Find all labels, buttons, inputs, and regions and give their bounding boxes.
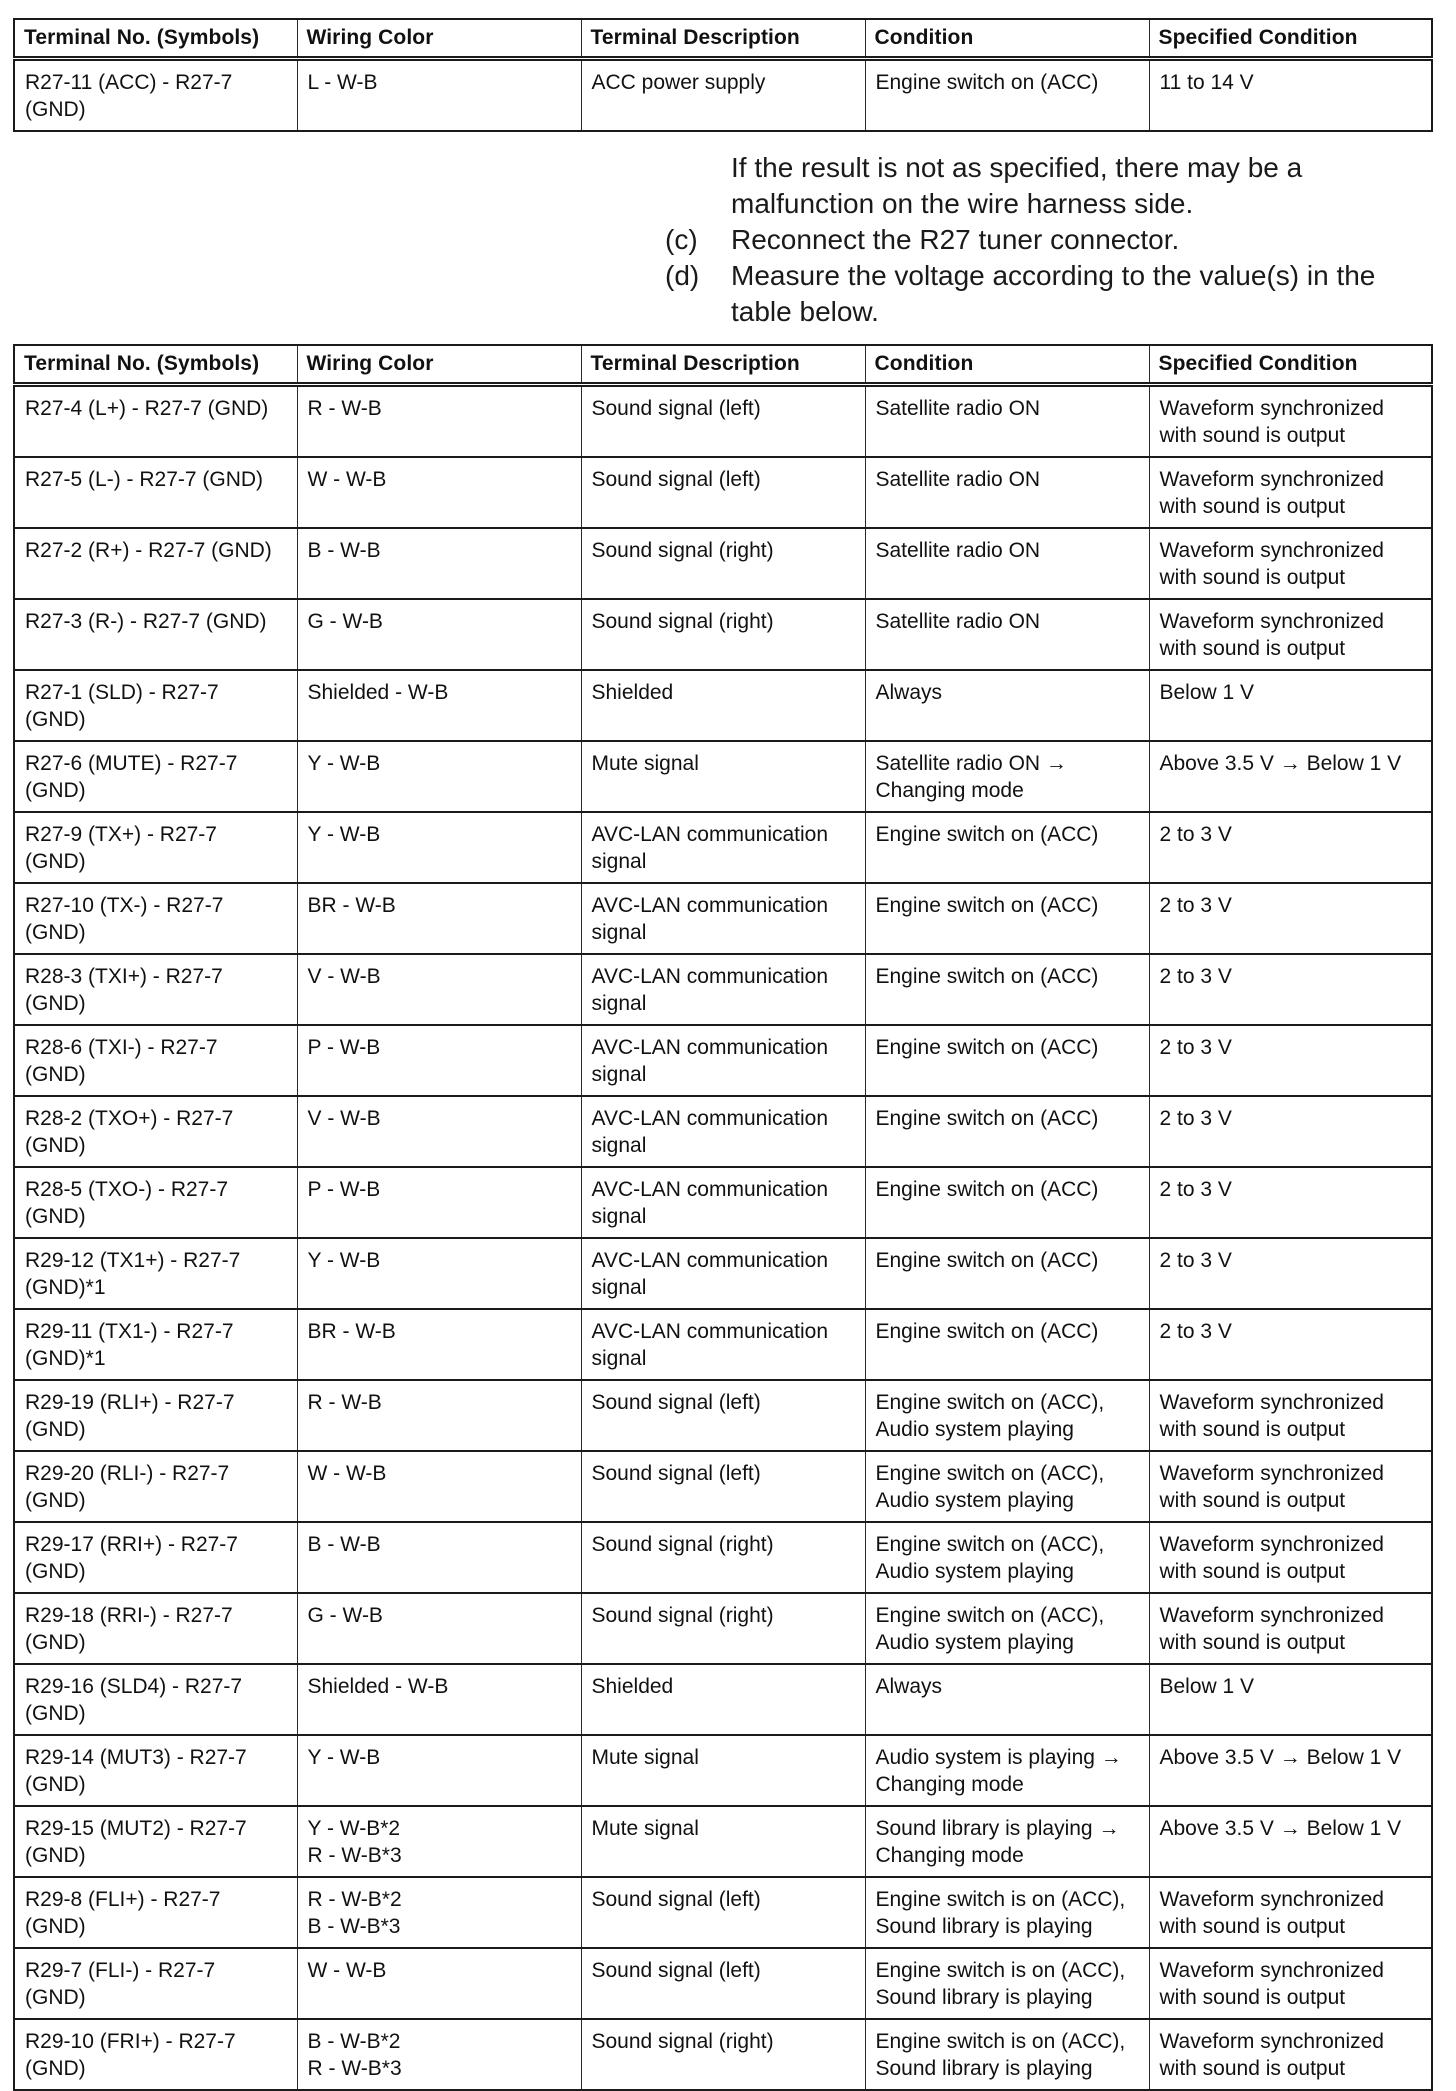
cell-condition-text: Engine switch on (ACC): [875, 894, 1099, 917]
cell-condition-text: Satellite radio ON → Changing mode: [875, 752, 1067, 802]
cell-terminal-description-text: Sound signal (right): [591, 2030, 774, 2053]
cell-condition-text: Audio system is playing → Changing mode: [875, 1746, 1122, 1796]
table-row: [14, 1167, 1432, 1238]
header-terminal: Terminal No. (Symbols): [14, 345, 297, 385]
cell-terminal-description-text: Sound signal (left): [591, 1462, 761, 1485]
table-row: [14, 1593, 1432, 1664]
cell-condition-text: Engine switch on (ACC), Audio system playing: [875, 1391, 1105, 1441]
cell-condition-text: Engine switch on (ACC): [875, 1320, 1099, 1343]
cell-wiring-color: [297, 528, 581, 599]
cell-wiring-color-text: R - W-B: [307, 1391, 382, 1414]
cell-wiring-color-text: BR - W-B: [307, 894, 396, 917]
cell-terminal-description: [581, 670, 865, 741]
cell-terminal-text: R29-15 (MUT2) - R27-7 (GND): [25, 1817, 247, 1867]
cell-condition: [865, 1451, 1149, 1522]
cell-condition: [865, 1167, 1149, 1238]
cell-specified-condition-text: Waveform synchronized with sound is output: [1159, 1391, 1384, 1441]
cell-terminal: [14, 954, 297, 1025]
cell-condition-text: Engine switch on (ACC), Audio system playing: [875, 1533, 1105, 1583]
cell-condition: [865, 385, 1149, 458]
cell-condition-text: Engine switch on (ACC): [875, 1107, 1099, 1130]
cell-specified-condition: [1149, 2019, 1432, 2090]
cell-wiring-color: [297, 1380, 581, 1451]
cell-condition: [865, 1806, 1149, 1877]
table-row: [14, 1522, 1432, 1593]
cell-specified-condition-text: Above 3.5 V → Below 1 V: [1159, 1746, 1402, 1769]
cell-terminal-text: R29-10 (FRI+) - R27-7 (GND): [25, 2030, 236, 2080]
cell-specified-condition-text: Waveform synchronized with sound is output: [1159, 539, 1384, 589]
cell-specified-condition: [1149, 1522, 1432, 1593]
cell-terminal-text: R29-18 (RRI-) - R27-7 (GND): [25, 1604, 233, 1654]
cell-specified-condition-text: Waveform synchronized with sound is output: [1159, 610, 1384, 660]
cell-terminal-description-text: Shielded: [591, 1675, 674, 1698]
cell-condition-text: Satellite radio ON: [875, 468, 1041, 491]
cell-terminal-description: [581, 1238, 865, 1309]
cell-condition-text: Engine switch on (ACC): [875, 965, 1099, 988]
cell-terminal-description: [581, 1664, 865, 1735]
cell-wiring-color: [297, 1096, 581, 1167]
cell-terminal-text: R27-11 (ACC) - R27-7 (GND): [25, 71, 233, 121]
cell-terminal: [14, 1451, 297, 1522]
cell-specified-condition-text: 11 to 14 V: [1159, 71, 1254, 94]
cell-condition: [865, 2019, 1149, 2090]
cell-terminal-description: [581, 385, 865, 458]
cell-terminal-description-text: Sound signal (right): [591, 1533, 774, 1556]
cell-specified-condition: [1149, 1309, 1432, 1380]
cell-specified-condition-text: 2 to 3 V: [1159, 823, 1232, 846]
cell-terminal-text: R27-5 (L-) - R27-7 (GND): [25, 468, 264, 491]
cell-condition-text: Engine switch on (ACC): [875, 71, 1099, 94]
cell-condition: [865, 1380, 1149, 1451]
table-row: [14, 1238, 1432, 1309]
cell-condition-text: Always: [875, 1675, 943, 1698]
acc-power-table: [13, 18, 1433, 132]
table-row: [14, 457, 1432, 528]
cell-specified-condition: [1149, 1877, 1432, 1948]
table-header-row: [14, 345, 1432, 385]
table-row: [14, 1096, 1432, 1167]
cell-terminal-text: R27-6 (MUTE) - R27-7 (GND): [25, 752, 238, 802]
terminal-voltage-table: [13, 344, 1433, 2091]
cell-condition: [865, 812, 1149, 883]
table-row: [14, 385, 1432, 458]
cell-wiring-color-text: Y - W-B: [307, 752, 381, 775]
cell-condition: [865, 1025, 1149, 1096]
header-terminal-description: Terminal Description: [581, 345, 865, 385]
cell-specified-condition-text: Waveform synchronized with sound is output: [1159, 397, 1384, 447]
cell-terminal-text: R28-2 (TXO+) - R27-7 (GND): [25, 1107, 234, 1157]
header-condition: Condition: [865, 19, 1149, 59]
cell-terminal: [14, 1664, 297, 1735]
cell-terminal: [14, 1238, 297, 1309]
cell-specified-condition-text: 2 to 3 V: [1159, 1320, 1232, 1343]
cell-terminal: [14, 812, 297, 883]
cell-wiring-color: [297, 812, 581, 883]
table-row: [14, 1025, 1432, 1096]
cell-specified-condition-text: Waveform synchronized with sound is output: [1159, 1462, 1384, 1512]
table-row: [14, 1806, 1432, 1877]
table-row: [14, 1451, 1432, 1522]
cell-terminal-description-text: Sound signal (left): [591, 397, 761, 420]
cell-terminal: [14, 670, 297, 741]
cell-specified-condition: [1149, 1096, 1432, 1167]
table-row: [14, 599, 1432, 670]
cell-wiring-color: [297, 1735, 581, 1806]
step-d: [665, 258, 1435, 330]
cell-condition-text: Engine switch on (ACC): [875, 823, 1099, 846]
cell-wiring-color-text: G - W-B: [307, 1604, 383, 1627]
step-note: [665, 150, 1435, 222]
cell-terminal-description: [581, 1096, 865, 1167]
cell-terminal: [14, 1877, 297, 1948]
cell-specified-condition: [1149, 1664, 1432, 1735]
cell-wiring-color-text: G - W-B: [307, 610, 383, 633]
cell-specified-condition-text: Waveform synchronized with sound is output: [1159, 2030, 1384, 2080]
cell-specified-condition-text: 2 to 3 V: [1159, 1249, 1232, 1272]
cell-condition-text: Engine switch on (ACC): [875, 1036, 1099, 1059]
cell-terminal-description: [581, 1380, 865, 1451]
cell-terminal-text: R27-3 (R-) - R27-7 (GND): [25, 610, 267, 633]
header-wiring-color: Wiring Color: [297, 19, 581, 59]
cell-terminal-description-text: Mute signal: [591, 1746, 699, 1769]
cell-wiring-color: [297, 1522, 581, 1593]
cell-terminal: [14, 741, 297, 812]
cell-terminal-description: [581, 1806, 865, 1877]
table-row: [14, 741, 1432, 812]
step-marker: (c): [665, 224, 698, 255]
cell-wiring-color-text: V - W-B: [307, 1107, 381, 1130]
cell-condition-text: Engine switch on (ACC): [875, 1249, 1099, 1272]
cell-terminal-text: R27-4 (L+) - R27-7 (GND): [25, 397, 269, 420]
cell-terminal-description-text: AVC-LAN communication signal: [591, 1107, 829, 1157]
header-specified-condition: Specified Condition: [1149, 19, 1432, 59]
cell-wiring-color-text: W - W-B: [307, 1462, 387, 1485]
table-row: [14, 59, 1432, 132]
cell-terminal-description-text: Sound signal (right): [591, 1604, 774, 1627]
cell-terminal: [14, 1522, 297, 1593]
cell-condition: [865, 741, 1149, 812]
cell-specified-condition-text: Below 1 V: [1159, 1675, 1255, 1698]
cell-terminal-text: R29-7 (FLI-) - R27-7 (GND): [25, 1959, 216, 2009]
cell-condition: [865, 1309, 1149, 1380]
cell-wiring-color-text: Y - W-B*2 R - W-B*3: [307, 1817, 402, 1867]
cell-terminal-description: [581, 2019, 865, 2090]
cell-specified-condition-text: Waveform synchronized with sound is output: [1159, 1604, 1384, 1654]
cell-terminal-description-text: AVC-LAN communication signal: [591, 894, 829, 944]
cell-terminal: [14, 1025, 297, 1096]
cell-terminal-text: R29-14 (MUT3) - R27-7 (GND): [25, 1746, 247, 1796]
table-row: [14, 2019, 1432, 2090]
cell-terminal: [14, 1380, 297, 1451]
header-specified-condition: Specified Condition: [1149, 345, 1432, 385]
cell-condition-text: Engine switch is on (ACC), Sound library is playing: [875, 1888, 1126, 1938]
cell-wiring-color: [297, 2019, 581, 2090]
cell-wiring-color-text: W - W-B: [307, 468, 387, 491]
cell-terminal-description: [581, 1877, 865, 1948]
cell-terminal-text: R29-20 (RLI-) - R27-7 (GND): [25, 1462, 230, 1512]
cell-specified-condition: [1149, 954, 1432, 1025]
header-wiring-color: Wiring Color: [297, 345, 581, 385]
cell-terminal-description-text: Mute signal: [591, 1817, 699, 1840]
cell-wiring-color: [297, 1025, 581, 1096]
cell-terminal-description-text: ACC power supply: [591, 71, 766, 94]
cell-condition: [865, 1593, 1149, 1664]
cell-wiring-color: [297, 1664, 581, 1735]
cell-terminal-description: [581, 599, 865, 670]
cell-terminal-description-text: AVC-LAN communication signal: [591, 965, 829, 1015]
cell-terminal-text: R29-11 (TX1-) - R27-7 (GND)*1: [25, 1320, 234, 1370]
cell-condition-text: Engine switch on (ACC), Audio system playing: [875, 1604, 1105, 1654]
cell-condition: [865, 1877, 1149, 1948]
cell-wiring-color-text: R - W-B: [307, 397, 382, 420]
cell-condition-text: Sound library is playing → Changing mode: [875, 1817, 1120, 1867]
table-row: [14, 1664, 1432, 1735]
table-row: [14, 883, 1432, 954]
cell-wiring-color: [297, 1593, 581, 1664]
header-condition: Condition: [865, 345, 1149, 385]
cell-condition: [865, 1522, 1149, 1593]
cell-terminal: [14, 1593, 297, 1664]
cell-condition: [865, 599, 1149, 670]
cell-condition-text: Satellite radio ON: [875, 539, 1041, 562]
cell-specified-condition-text: 2 to 3 V: [1159, 1107, 1232, 1130]
cell-wiring-color-text: Y - W-B: [307, 823, 381, 846]
table-row: [14, 1309, 1432, 1380]
cell-specified-condition-text: Below 1 V: [1159, 681, 1255, 704]
cell-wiring-color-text: W - W-B: [307, 1959, 387, 1982]
header-terminal-description: Terminal Description: [581, 19, 865, 59]
cell-terminal-description: [581, 812, 865, 883]
cell-terminal-description: [581, 59, 865, 132]
cell-condition: [865, 1096, 1149, 1167]
cell-specified-condition: [1149, 1735, 1432, 1806]
cell-terminal-description: [581, 741, 865, 812]
procedure-steps: [665, 150, 1435, 330]
cell-specified-condition: [1149, 528, 1432, 599]
cell-terminal-text: R28-6 (TXI-) - R27-7 (GND): [25, 1036, 218, 1086]
table-header-row: [14, 19, 1432, 59]
step-marker: [665, 150, 731, 222]
cell-condition: [865, 528, 1149, 599]
cell-terminal-text: R27-9 (TX+) - R27-7 (GND): [25, 823, 217, 873]
step-c: [665, 222, 1435, 258]
cell-terminal-description-text: Shielded: [591, 681, 674, 704]
cell-specified-condition: [1149, 883, 1432, 954]
cell-terminal-description-text: AVC-LAN communication signal: [591, 1036, 829, 1086]
cell-wiring-color: [297, 59, 581, 132]
cell-wiring-color: [297, 1309, 581, 1380]
cell-specified-condition: [1149, 1806, 1432, 1877]
cell-terminal-text: R29-8 (FLI+) - R27-7 (GND): [25, 1888, 221, 1938]
table-row: [14, 812, 1432, 883]
cell-specified-condition: [1149, 457, 1432, 528]
cell-terminal: [14, 1806, 297, 1877]
cell-condition: [865, 457, 1149, 528]
cell-wiring-color-text: B - W-B*2 R - W-B*3: [307, 2030, 402, 2080]
cell-terminal-text: R27-10 (TX-) - R27-7 (GND): [25, 894, 224, 944]
cell-wiring-color-text: P - W-B: [307, 1036, 381, 1059]
cell-condition-text: Satellite radio ON: [875, 397, 1041, 420]
cell-wiring-color-text: Y - W-B: [307, 1746, 381, 1769]
cell-terminal-description-text: Sound signal (left): [591, 1959, 761, 1982]
cell-specified-condition: [1149, 1238, 1432, 1309]
cell-wiring-color: [297, 1238, 581, 1309]
cell-terminal: [14, 1096, 297, 1167]
cell-condition: [865, 670, 1149, 741]
step-text: Reconnect the R27 tuner connector.: [731, 224, 1180, 255]
cell-terminal: [14, 883, 297, 954]
cell-wiring-color-text: Shielded - W-B: [307, 1675, 449, 1698]
cell-wiring-color: [297, 1806, 581, 1877]
cell-terminal-description: [581, 528, 865, 599]
cell-wiring-color-text: L - W-B: [307, 71, 378, 94]
cell-specified-condition: [1149, 1593, 1432, 1664]
cell-specified-condition: [1149, 1167, 1432, 1238]
cell-specified-condition-text: 2 to 3 V: [1159, 1036, 1232, 1059]
cell-condition-text: Engine switch is on (ACC), Sound library is playing: [875, 1959, 1126, 2009]
cell-specified-condition-text: Waveform synchronized with sound is output: [1159, 468, 1384, 518]
cell-terminal-description: [581, 1735, 865, 1806]
cell-wiring-color: [297, 954, 581, 1025]
cell-wiring-color: [297, 741, 581, 812]
cell-terminal: [14, 59, 297, 132]
step-text: If the result is not as specified, there may be a malfunction on the wire harness side.: [731, 152, 1303, 219]
cell-terminal-text: R29-17 (RRI+) - R27-7 (GND): [25, 1533, 238, 1583]
cell-condition-text: Engine switch on (ACC): [875, 1178, 1099, 1201]
table-row: [14, 954, 1432, 1025]
cell-terminal-description-text: Sound signal (right): [591, 539, 774, 562]
cell-specified-condition: [1149, 1380, 1432, 1451]
table-row: [14, 1380, 1432, 1451]
cell-specified-condition-text: 2 to 3 V: [1159, 1178, 1232, 1201]
cell-wiring-color: [297, 1167, 581, 1238]
cell-wiring-color: [297, 1877, 581, 1948]
cell-specified-condition-text: Above 3.5 V → Below 1 V: [1159, 1817, 1402, 1840]
cell-wiring-color-text: P - W-B: [307, 1178, 381, 1201]
cell-specified-condition-text: 2 to 3 V: [1159, 965, 1232, 988]
cell-specified-condition: [1149, 670, 1432, 741]
step-marker: (d): [665, 260, 700, 291]
cell-wiring-color: [297, 670, 581, 741]
cell-terminal-description: [581, 1522, 865, 1593]
cell-terminal: [14, 385, 297, 458]
cell-terminal-text: R28-3 (TXI+) - R27-7 (GND): [25, 965, 223, 1015]
cell-condition-text: Engine switch is on (ACC), Sound library is playing: [875, 2030, 1126, 2080]
cell-wiring-color-text: B - W-B: [307, 539, 381, 562]
cell-terminal-description-text: AVC-LAN communication signal: [591, 1320, 829, 1370]
cell-specified-condition: [1149, 385, 1432, 458]
header-terminal: Terminal No. (Symbols): [14, 19, 297, 59]
cell-wiring-color: [297, 599, 581, 670]
cell-terminal-description: [581, 1451, 865, 1522]
cell-condition: [865, 59, 1149, 132]
cell-wiring-color: [297, 385, 581, 458]
step-text: Measure the voltage according to the value(s) in the table below.: [731, 260, 1376, 327]
cell-terminal-text: R27-2 (R+) - R27-7 (GND): [25, 539, 272, 562]
cell-terminal-description: [581, 954, 865, 1025]
cell-condition-text: Satellite radio ON: [875, 610, 1041, 633]
cell-wiring-color-text: B - W-B: [307, 1533, 381, 1556]
cell-terminal-description: [581, 457, 865, 528]
cell-specified-condition-text: Waveform synchronized with sound is output: [1159, 1533, 1384, 1583]
cell-specified-condition: [1149, 1451, 1432, 1522]
cell-wiring-color-text: V - W-B: [307, 965, 381, 988]
cell-terminal: [14, 528, 297, 599]
table-row: [14, 1877, 1432, 1948]
cell-wiring-color-text: BR - W-B: [307, 1320, 396, 1343]
cell-condition-text: Engine switch on (ACC), Audio system playing: [875, 1462, 1105, 1512]
cell-condition: [865, 1238, 1149, 1309]
cell-specified-condition: [1149, 599, 1432, 670]
cell-wiring-color-text: R - W-B*2 B - W-B*3: [307, 1888, 402, 1938]
cell-terminal-text: R29-16 (SLD4) - R27-7 (GND): [25, 1675, 243, 1725]
cell-terminal-description: [581, 1025, 865, 1096]
cell-terminal: [14, 1309, 297, 1380]
cell-terminal-description-text: AVC-LAN communication signal: [591, 823, 829, 873]
cell-terminal-text: R29-12 (TX1+) - R27-7 (GND)*1: [25, 1249, 241, 1299]
table-row: [14, 670, 1432, 741]
cell-condition: [865, 883, 1149, 954]
cell-terminal-description-text: Sound signal (left): [591, 1391, 761, 1414]
cell-wiring-color: [297, 1451, 581, 1522]
cell-condition: [865, 1664, 1149, 1735]
cell-specified-condition: [1149, 812, 1432, 883]
cell-terminal: [14, 457, 297, 528]
cell-terminal: [14, 1735, 297, 1806]
cell-specified-condition-text: Waveform synchronized with sound is output: [1159, 1959, 1384, 2009]
cell-terminal-description: [581, 1167, 865, 1238]
cell-wiring-color: [297, 883, 581, 954]
cell-terminal: [14, 1167, 297, 1238]
cell-condition-text: Always: [875, 681, 943, 704]
cell-condition: [865, 954, 1149, 1025]
cell-terminal-description: [581, 1593, 865, 1664]
cell-terminal-description-text: AVC-LAN communication signal: [591, 1178, 829, 1228]
cell-condition: [865, 1735, 1149, 1806]
cell-terminal-description-text: Sound signal (left): [591, 468, 761, 491]
cell-wiring-color-text: Shielded - W-B: [307, 681, 449, 704]
document-page: [13, 18, 1431, 2091]
cell-specified-condition-text: Waveform synchronized with sound is output: [1159, 1888, 1384, 1938]
cell-terminal: [14, 599, 297, 670]
table-row: [14, 528, 1432, 599]
cell-specified-condition: [1149, 59, 1432, 132]
cell-specified-condition-text: 2 to 3 V: [1159, 894, 1232, 917]
cell-terminal: [14, 2019, 297, 2090]
cell-specified-condition: [1149, 1025, 1432, 1096]
cell-specified-condition: [1149, 741, 1432, 812]
cell-terminal-description-text: Mute signal: [591, 752, 699, 775]
cell-terminal-text: R27-1 (SLD) - R27-7 (GND): [25, 681, 219, 731]
cell-wiring-color-text: Y - W-B: [307, 1249, 381, 1272]
table-row: [14, 1735, 1432, 1806]
cell-terminal-description-text: Sound signal (left): [591, 1888, 761, 1911]
cell-terminal-text: R29-19 (RLI+) - R27-7 (GND): [25, 1391, 235, 1441]
cell-terminal-description: [581, 1309, 865, 1380]
cell-terminal-text: R28-5 (TXO-) - R27-7 (GND): [25, 1178, 229, 1228]
cell-wiring-color: [297, 457, 581, 528]
cell-terminal-description-text: AVC-LAN communication signal: [591, 1249, 829, 1299]
cell-specified-condition-text: Above 3.5 V → Below 1 V: [1159, 752, 1402, 775]
cell-terminal-description: [581, 883, 865, 954]
cell-terminal-description-text: Sound signal (right): [591, 610, 774, 633]
